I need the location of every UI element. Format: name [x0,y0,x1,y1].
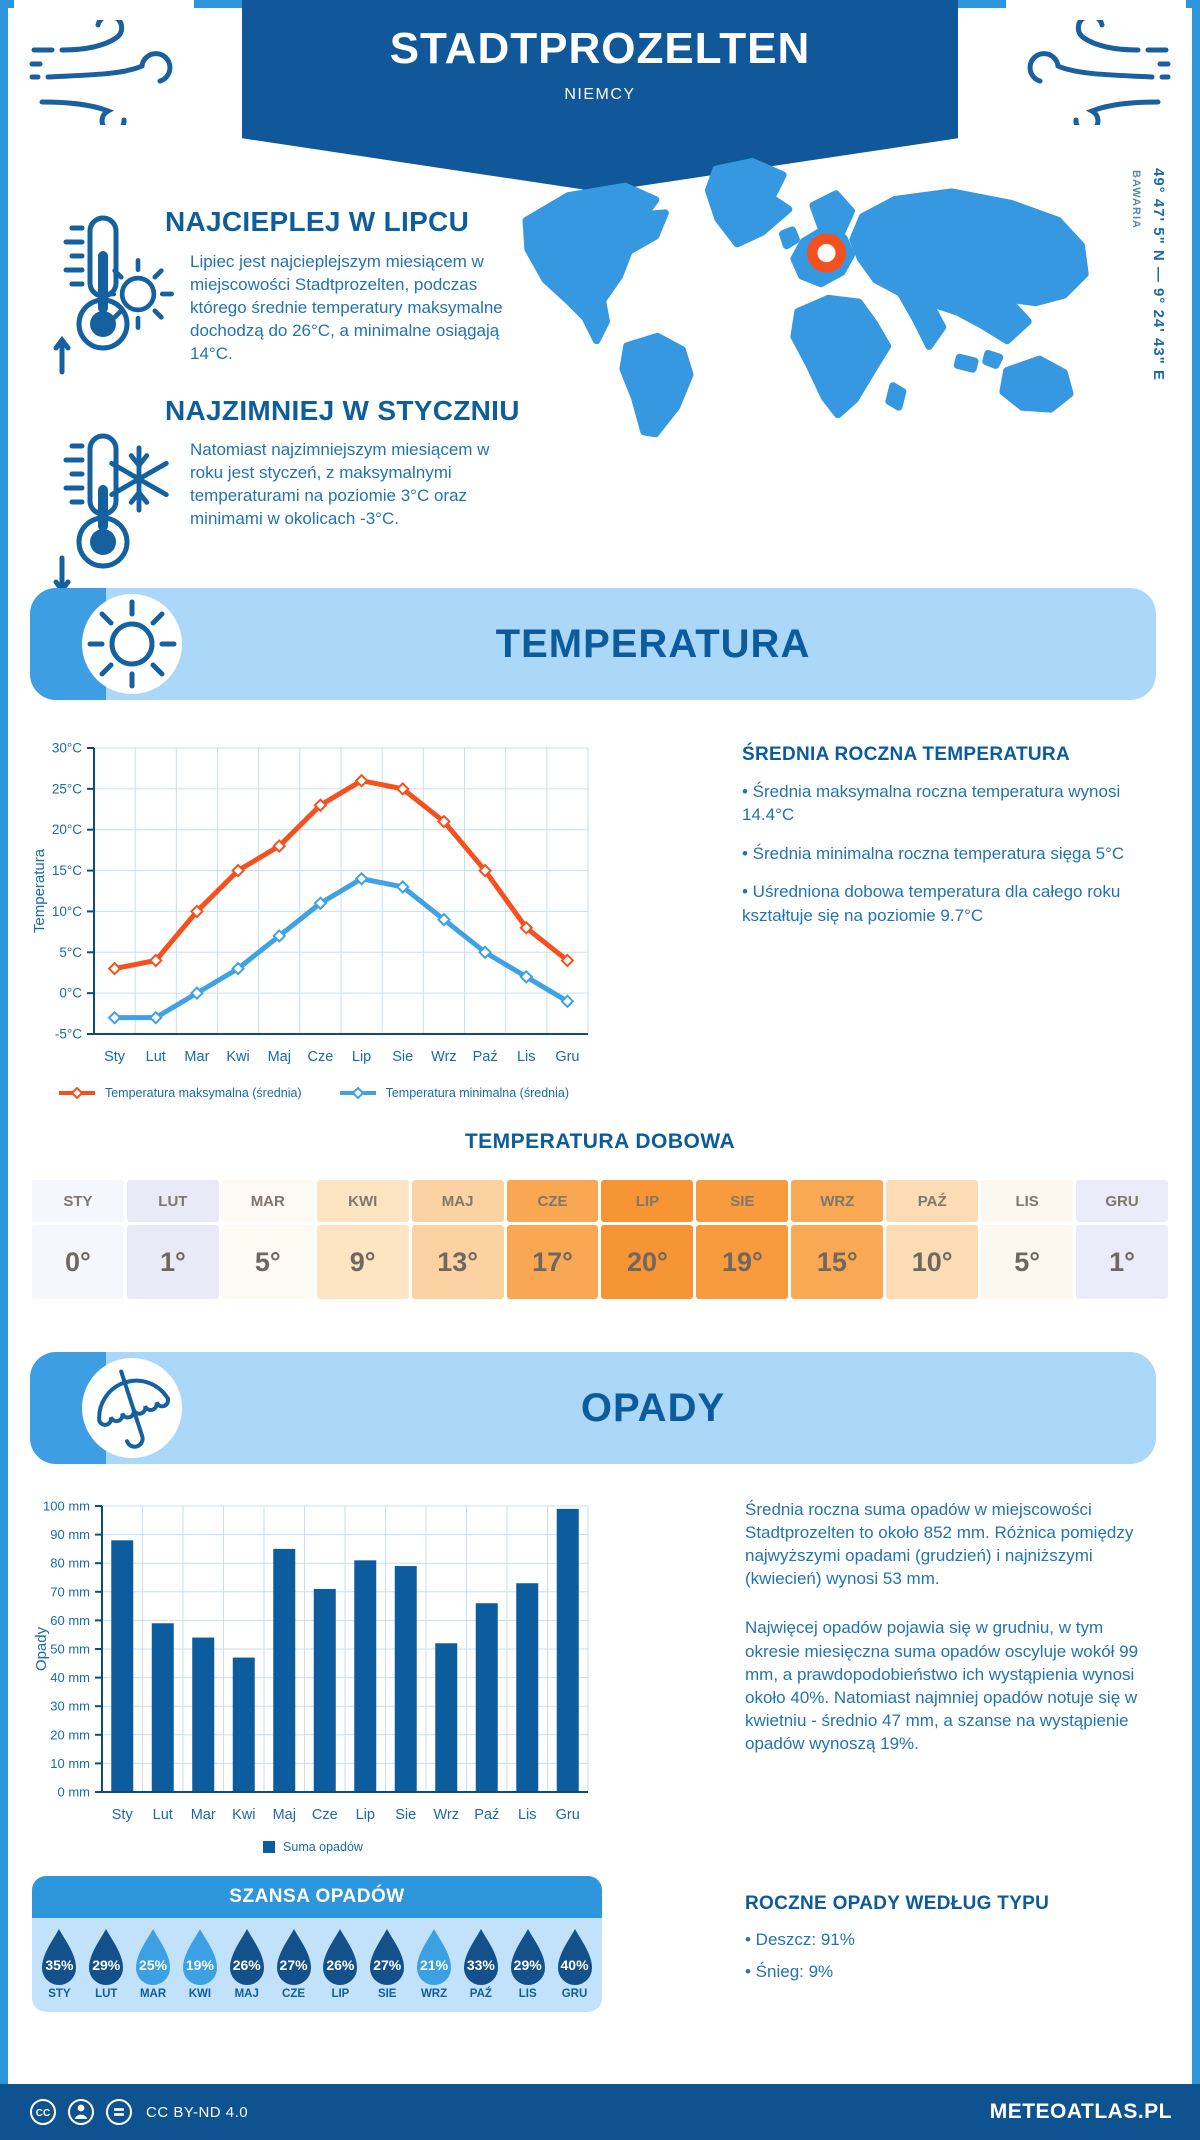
daily-temperature-value: 5° [222,1225,314,1299]
frame-gap-left [14,0,194,9]
daily-month-header: LUT [127,1180,219,1222]
chance-percent: 35% [45,1957,74,1973]
temperature-band [30,588,1156,700]
daily-temperature-value: 1° [1076,1225,1168,1299]
type-bullet: • Deszcz: 91% [745,1930,855,1949]
svg-text:Lut: Lut [145,1049,166,1065]
svg-text:Sty: Sty [104,1049,126,1065]
chance-percent: 26% [232,1957,261,1973]
chance-drop [551,1928,598,2000]
warmest-text: Lipiec jest najcieplejszym miesiącem w miejscowości Stadtprozelten, podczas którego średnie temperatury maksymalne dochodzą do 26°C, a minimalne osiągają 14°C. [190,252,503,364]
svg-text:60 mm: 60 mm [50,1612,90,1628]
chance-month: LIS [518,1988,537,2000]
footer [0,2084,1200,2140]
svg-text:Sie: Sie [395,1807,417,1823]
bar-swatch [263,1841,275,1853]
coldest-text: Natomiast najzimniejszym miesiącem w roku jest styczeń, z maksymalnymi temperaturami na poziomie 3°C oraz minimami w okolicach -3°C. [190,440,490,529]
daily-temperature-value: 1° [127,1225,219,1299]
daily-temperature-table [32,1180,1168,1299]
temperature-summary-title: ŚREDNIA ROCZNA TEMPERATURA [742,744,1070,765]
chance-drop [364,1928,411,2000]
svg-text:Kwi: Kwi [232,1807,256,1823]
temperature-bullet: • Średnia maksymalna roczna temperatura wynosi 14.4°C [742,782,1121,825]
wind-icon [1022,20,1172,125]
chance-drop [317,1928,364,2000]
chance-drop [223,1928,270,2000]
daily-month-header: LIS [981,1180,1073,1222]
daily-month-header: KWI [317,1180,409,1222]
precipitation-chance-panel [32,1876,602,2012]
svg-text:Wrz: Wrz [433,1807,460,1823]
svg-text:Wrz: Wrz [431,1049,457,1065]
legend-label: Temperatura minimalna (średnia) [385,1086,569,1100]
precipitation-summary [745,1498,1145,1755]
legend-label: Suma opadów [283,1840,363,1854]
temperature-band-title: TEMPERATURA [495,621,811,666]
svg-text:20°C: 20°C [51,822,82,838]
svg-text:10 mm: 10 mm [50,1755,90,1771]
legend-item-max [57,1086,302,1100]
svg-text:Mar: Mar [184,1049,210,1065]
cc-bynd-icons [28,2097,134,2127]
chance-month: STY [48,1988,71,2000]
precipitation-paragraph: Średnia roczna suma opadów w miejscowości Stadtprozelten to około 852 mm. Różnica pomiędzy najwyższymi opadami (grudzień) i najniższymi (kwiecień) wynosi 53 mm. [745,1500,1134,1589]
svg-text:CC: CC [35,2108,51,2119]
precipitation-band [30,1352,1156,1464]
warmest-title: NAJCIEPLEJ W LIPCU [165,206,470,237]
legend-item-min [338,1086,569,1100]
chance-month: CZE [282,1988,306,2000]
svg-text:30°C: 30°C [51,740,82,756]
svg-text:Cze: Cze [311,1807,338,1823]
chance-drop [270,1928,317,2000]
svg-text:Lis: Lis [516,1049,536,1065]
svg-text:-5°C: -5°C [54,1026,82,1042]
chance-percent: 33% [466,1957,495,1973]
daily-temperature-value: 15° [791,1225,883,1299]
daily-temperature-value: 5° [981,1225,1073,1299]
chance-drop [411,1928,458,2000]
svg-text:Opady: Opady [33,1626,50,1672]
chance-month: SIE [377,1988,397,2000]
chance-percent: 25% [139,1957,168,1973]
svg-text:25°C: 25°C [51,781,82,797]
chance-drops [32,1918,602,2012]
chance-percent: 21% [420,1957,449,1973]
svg-text:Cze: Cze [307,1049,334,1065]
svg-text:15°C: 15°C [51,863,82,879]
region-label: BAWARIA [1130,170,1142,229]
svg-text:80 mm: 80 mm [50,1555,90,1571]
coordinates-label: 49° 47' 5" N — 9° 24' 43" E [1150,168,1167,381]
snowflake-icon [100,440,178,518]
svg-text:Lis: Lis [517,1807,537,1823]
chance-percent: 19% [185,1957,214,1973]
svg-text:Lut: Lut [152,1807,173,1823]
page-title: STADTPROZELTEN [389,24,811,73]
daily-month-header: GRU [1076,1180,1168,1222]
max-line-marker [57,1087,97,1099]
precipitation-bar-chart [30,1492,596,1844]
svg-text:Maj: Maj [267,1049,291,1065]
precipitation-type-list [745,1928,855,1983]
world-map [497,158,1137,443]
daily-temperature-value: 13° [412,1225,504,1299]
chance-percent: 26% [326,1957,355,1973]
daily-month-header: MAR [222,1180,314,1222]
chance-title: SZANSA OPADÓW [32,1876,602,1918]
daily-month-header: MAJ [412,1180,504,1222]
svg-text:Kwi: Kwi [226,1049,250,1065]
daily-month-header: SIE [696,1180,788,1222]
chance-percent: 40% [560,1957,589,1973]
chance-month: PAŹ [469,1988,492,2000]
chance-drop [504,1928,551,2000]
chance-month: WRZ [420,1988,448,2000]
svg-text:Lip: Lip [351,1049,372,1065]
svg-text:Mar: Mar [190,1807,216,1823]
svg-text:90 mm: 90 mm [50,1527,90,1543]
svg-text:5°C: 5°C [59,944,82,960]
svg-text:50 mm: 50 mm [50,1641,90,1657]
legend-item-sum [263,1840,363,1854]
chance-month: LIP [331,1988,350,2000]
license-label: CC BY-ND 4.0 [146,2103,249,2121]
svg-text:Paź: Paź [474,1807,500,1823]
daily-temperature-value: 20° [601,1225,693,1299]
svg-text:20 mm: 20 mm [50,1727,90,1743]
svg-text:40 mm: 40 mm [50,1670,90,1686]
daily-temperature-value: 10° [886,1225,978,1299]
temperature-bullet: • Średnia minimalna roczna temperatura sięga 5°C [742,843,1125,863]
svg-text:Maj: Maj [272,1807,296,1823]
chance-drop [36,1928,83,2000]
chance-percent: 27% [373,1957,402,1973]
chance-percent: 29% [513,1957,542,1973]
daily-month-header: WRZ [791,1180,883,1222]
daily-temperature-title: TEMPERATURA DOBOWA [464,1130,736,1153]
precipitation-legend [30,1840,596,1854]
daily-month-header: STY [32,1180,124,1222]
temperature-summary [742,780,1142,942]
chance-drop [83,1928,130,2000]
chance-month: LUT [95,1988,118,2000]
brand-label: METEOATLAS.PL [989,2100,1172,2123]
svg-text:Sie: Sie [392,1049,414,1065]
wind-icon [28,20,178,125]
svg-text:10°C: 10°C [51,903,82,919]
chance-month: MAR [139,1988,167,2000]
svg-text:0°C: 0°C [59,985,82,1001]
daily-month-header: PAŹ [886,1180,978,1222]
precipitation-band-title: OPADY [580,1385,726,1430]
sun-icon [96,252,180,336]
type-bullet: • Śnieg: 9% [745,1962,834,1982]
svg-text:Gru: Gru [555,1049,580,1065]
temperature-legend [30,1086,596,1100]
coldest-title: NAJZIMNIEJ W STYCZNIU [165,395,520,426]
min-line-marker [338,1087,378,1099]
legend-label: Temperatura maksymalna (średnia) [104,1086,302,1100]
chance-month: KWI [188,1988,212,2000]
svg-text:Sty: Sty [111,1807,133,1823]
svg-text:Gru: Gru [555,1807,580,1823]
svg-text:Paź: Paź [472,1049,498,1065]
chance-month: GRU [561,1988,588,2000]
temperature-line-chart [30,732,596,1084]
chance-drop [176,1928,223,2000]
precipitation-paragraph: Najwięcej opadów pojawia się w grudniu, w tym okresie miesięczna suma opadów oscyluje wokół 99 mm, a prawdopodobieństwo ich wystąpienia wynosi około 40%. Natomiast najmniej opadów notuje się w kwietniu - średnio 47 mm, a szanse na wystąpienie opadów wynoszą 19%. [745,1618,1139,1753]
location-marker [812,239,841,268]
svg-text:Temperatura: Temperatura [31,848,48,934]
daily-temperature-value: 17° [507,1225,599,1299]
daily-temperature-value: 0° [32,1225,124,1299]
temperature-bullet: • Uśredniona dobowa temperatura dla całego roku kształtuje się na poziomie 9.7°C [742,882,1121,925]
precipitation-type-title: ROCZNE OPADY WEDŁUG TYPU [745,1893,1050,1914]
svg-text:70 mm: 70 mm [50,1584,90,1600]
chance-percent: 27% [279,1957,308,1973]
daily-temperature-value: 19° [696,1225,788,1299]
svg-text:100 mm: 100 mm [43,1498,90,1514]
frame-gap-right [1006,0,1186,9]
daily-temperature-value: 9° [317,1225,409,1299]
daily-month-header: LIP [601,1180,693,1222]
daily-month-header: CZE [507,1180,599,1222]
chance-month: MAJ [234,1988,259,2000]
page-subtitle: NIEMCY [564,86,636,103]
chance-drop [457,1928,504,2000]
svg-text:Lip: Lip [355,1807,375,1823]
frame-right [1192,0,1200,2140]
svg-text:0 mm: 0 mm [57,1784,90,1800]
frame-left [0,0,8,2140]
svg-text:30 mm: 30 mm [50,1698,90,1714]
chance-drop [130,1928,177,2000]
chance-percent: 29% [92,1957,121,1973]
